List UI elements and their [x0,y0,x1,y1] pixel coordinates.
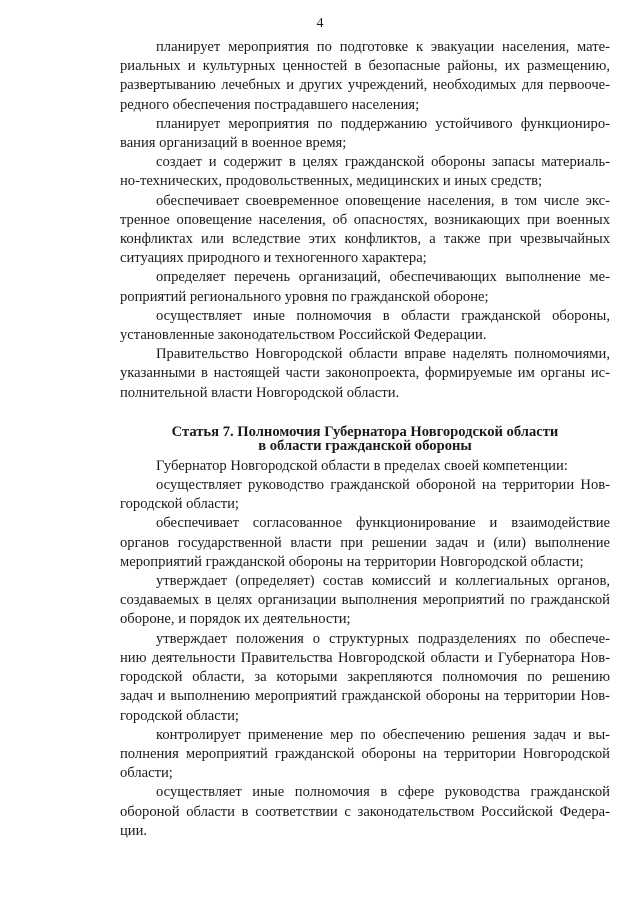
text-line: Губернатор Новгородской области в пределах своей компетенции: [156,457,568,474]
text-line: органов государственной власти при решении задач и (или) выполнение [120,534,610,551]
text-line: установленные законодательством Российской Федерации. [120,327,487,344]
text-line: создаваемых в целях организации выполнения мероприятий по гражданской [120,592,610,609]
text-line: создает и содержит в целях гражданской обороны запасы материаль- [156,154,610,171]
paragraph [120,726,610,784]
text-line: осуществляет иные полномочия в сфере руководства гражданской [156,784,610,801]
paragraph [120,514,610,572]
text-line: осуществляет руководство гражданской обороной на территории Нов- [156,477,610,494]
text-line: ции. [120,822,148,839]
paragraph [120,153,610,191]
text-line: полнения мероприятий гражданской обороны на территории Новгородской [120,745,610,762]
text-line: утверждает (определяет) состав комиссий и коллегиальных органов, [156,573,610,590]
text-line: планирует мероприятия по подготовке к эвакуации населения, мате- [156,39,610,55]
text-line: вания организаций в военное время; [120,135,347,152]
paragraph [120,192,610,269]
text-line: полнительной власти Новгородской области. [120,384,400,401]
paragraph [120,476,610,514]
paragraph [120,630,610,726]
text-line: мероприятий гражданской обороны на территории Новгородской области; [120,553,584,570]
text-line: обеспечивает своевременное оповещение населения, в том числе экс- [156,192,610,209]
text-line: задач и выполнению мероприятий гражданской обороны на территории Нов- [120,688,610,705]
text-line: обеспечивает согласованное функционирование и взаимодействие [156,515,610,532]
text-line: нию деятельности Правительства Новгородской области и Губернатора Нов- [120,649,610,666]
text-line: обороне, и порядок их деятельности; [120,611,351,628]
text-line: указанными в настоящей части законопроекта, формируемые им органы ис- [120,365,610,382]
text-line: ситуациях природного и техногенного характера; [120,250,427,267]
paragraph [120,268,610,306]
text-line: конфликтах или вследствие этих конфликтов, а также при чрезвычайных [120,231,610,248]
paragraph [120,783,610,841]
text-line: роприятий регионального уровня по гражданской обороне; [120,288,489,305]
text-line: городской области, за которыми закрепляются полномочия по решению [120,669,610,686]
text-line: осуществляет иные полномочия в области гражданской обороны, [156,307,610,324]
text-line: Правительство Новгородской области вправе наделять полномочиями, [156,346,610,363]
text-line: определяет перечень организаций, обеспечивающих выполнение ме- [156,269,610,286]
text-line: но-технических, продовольственных, медицинских и иных средств; [120,173,543,190]
text-line: утверждает положения о структурных подразделениях по обеспече- [156,630,610,647]
paragraph [120,307,610,345]
text-line: области; [120,765,173,782]
section-governor-powers [120,457,610,841]
text-line: городской области; [120,707,239,724]
text-line: городской области; [120,496,239,513]
paragraph [120,38,610,115]
text-line: редного обеспечения пострадавшего населения; [120,96,420,113]
section-government-powers [120,38,610,403]
article-title: Статья 7. Полномочия Губернатора Новгородской области [171,423,559,440]
paragraph [120,457,610,476]
article-heading [120,425,610,453]
text-line: риальных и культурных ценностей в безопасные районы, их размещению, [120,58,610,75]
text-line: планирует мероприятия по поддержанию устойчивого функциониро- [156,115,610,132]
paragraph [120,345,610,403]
text-line: обороной области в соответствии с законодательством Российской Федера- [120,803,610,820]
text-line: тренное оповещение населения, об опасностях, возникающих при военных [120,211,610,228]
document-body [120,38,610,841]
paragraph [120,572,610,630]
text-line: контролирует применение мер по обеспечению решения задач и вы- [156,726,610,743]
text-line: развертыванию лечебных и других учреждений, необходимых для первооче- [120,77,610,94]
article-subtitle: в области гражданской обороны [258,437,472,454]
paragraph [120,115,610,153]
page-number: 4 [316,16,324,31]
